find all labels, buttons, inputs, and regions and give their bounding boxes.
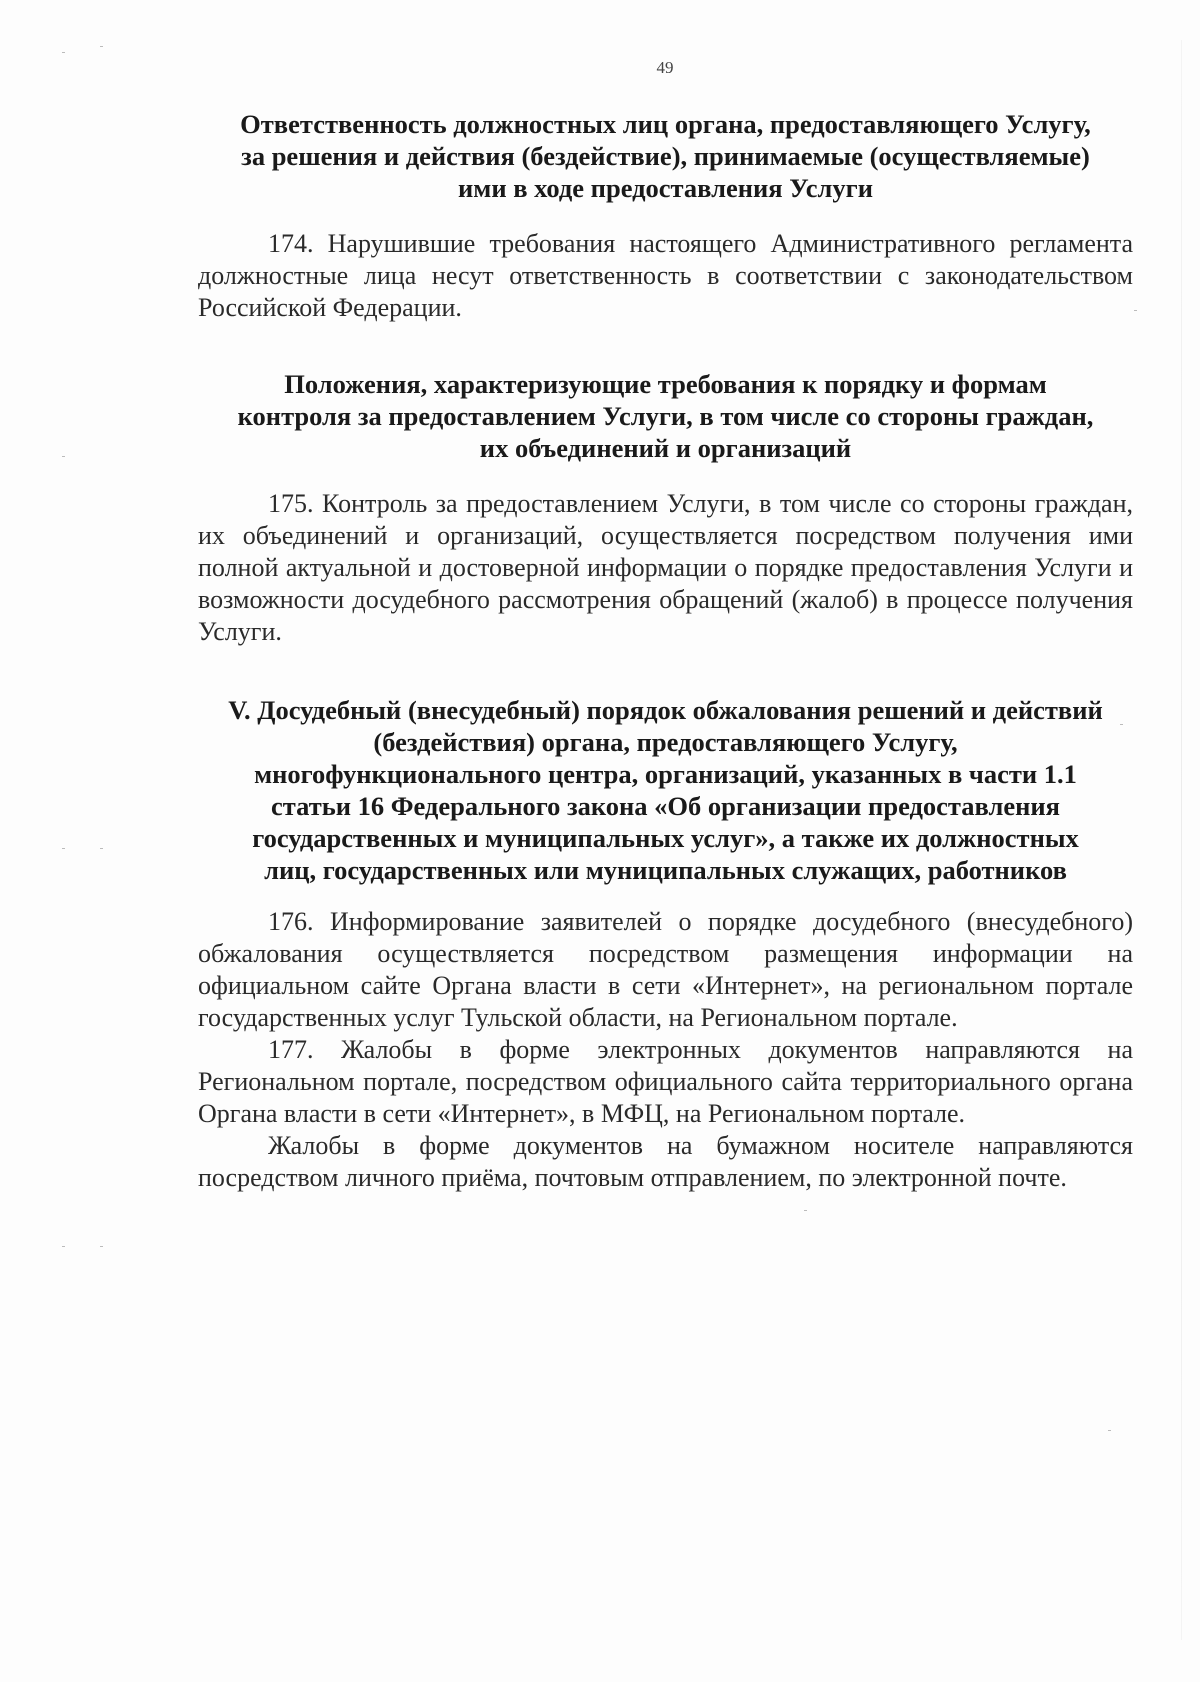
paragraph-177: 177. Жалобы в форме электронных документов направляются на Региональном портале, посредством официального сайта территориального органа Органа власти в сети «Интернет», в МФЦ, на Региональном портале. <box>198 1035 1133 1128</box>
scan-speck <box>62 456 65 457</box>
scan-speck <box>62 52 65 53</box>
heading-line: Положения, характеризующие требования к порядку и формам <box>284 369 1047 399</box>
scan-speck <box>100 1246 103 1247</box>
heading-line: их объединений и организаций <box>479 433 852 463</box>
paragraph-175: 175. Контроль за предоставлением Услуги, в том числе со стороны граждан, их объединений и организаций, осуществляется посредством получения ими полной актуальной и достоверной информации о порядке предоставления Услуги и возможности досудебного рассмотрения обращений (жалоб) в процессе получения Услуги. <box>198 489 1133 646</box>
scan-speck <box>1108 1430 1111 1431</box>
heading-line: многофункционального центра, организаций, указанных в части 1.1 <box>254 759 1077 789</box>
scan-speck <box>804 1210 807 1211</box>
heading-line: контроля за предоставлением Услуги, в том числе со стороны граждан, <box>237 401 1094 431</box>
heading-line: лиц, государственных или муниципальных служащих, работников <box>264 855 1067 885</box>
heading-line: (бездействия) органа, предоставляющего Услугу, <box>373 727 958 757</box>
scan-speck <box>62 1246 65 1247</box>
heading-line: V. Досудебный (внесудебный) порядок обжалования решений и действий <box>228 695 1103 725</box>
heading-line: ими в ходе предоставления Услуги <box>458 173 873 203</box>
scan-edge-line <box>1181 40 1182 1640</box>
scan-speck <box>1134 310 1137 311</box>
document-body <box>198 100 1133 1194</box>
section-heading-control <box>198 368 1133 464</box>
paragraph-174: 174. Нарушившие требования настоящего Административного регламента должностные лица несут ответственность в соответствии с законодательством Российской Федерации. <box>198 229 1133 322</box>
heading-line: Ответственность должностных лиц органа, предоставляющего Услугу, <box>240 109 1091 139</box>
section-heading-appeal <box>198 694 1133 886</box>
paragraph-176: 176. Информирование заявителей о порядке досудебного (внесудебного) обжалования осуществляется посредством размещения информации на официальном сайте Органа власти в сети «Интернет», на региональном портале государственных услуг Тульской области, на Региональном портале. <box>198 907 1133 1032</box>
heading-line: статьи 16 Федерального закона «Об организации предоставления <box>271 791 1060 821</box>
section-heading-responsibility <box>198 108 1133 204</box>
heading-line: за решения и действия (бездействие), принимаемые (осуществляемые) <box>241 141 1090 171</box>
scan-speck <box>100 848 103 849</box>
page-number: 49 <box>656 58 674 77</box>
scan-speck <box>62 848 65 849</box>
paragraph-177-continuation: Жалобы в форме документов на бумажном носителе направляются посредством личного приёма, почтовым отправлением, по электронной почте. <box>198 1131 1133 1192</box>
scan-speck <box>100 46 103 47</box>
heading-line: государственных и муниципальных услуг», а также их должностных <box>252 823 1079 853</box>
